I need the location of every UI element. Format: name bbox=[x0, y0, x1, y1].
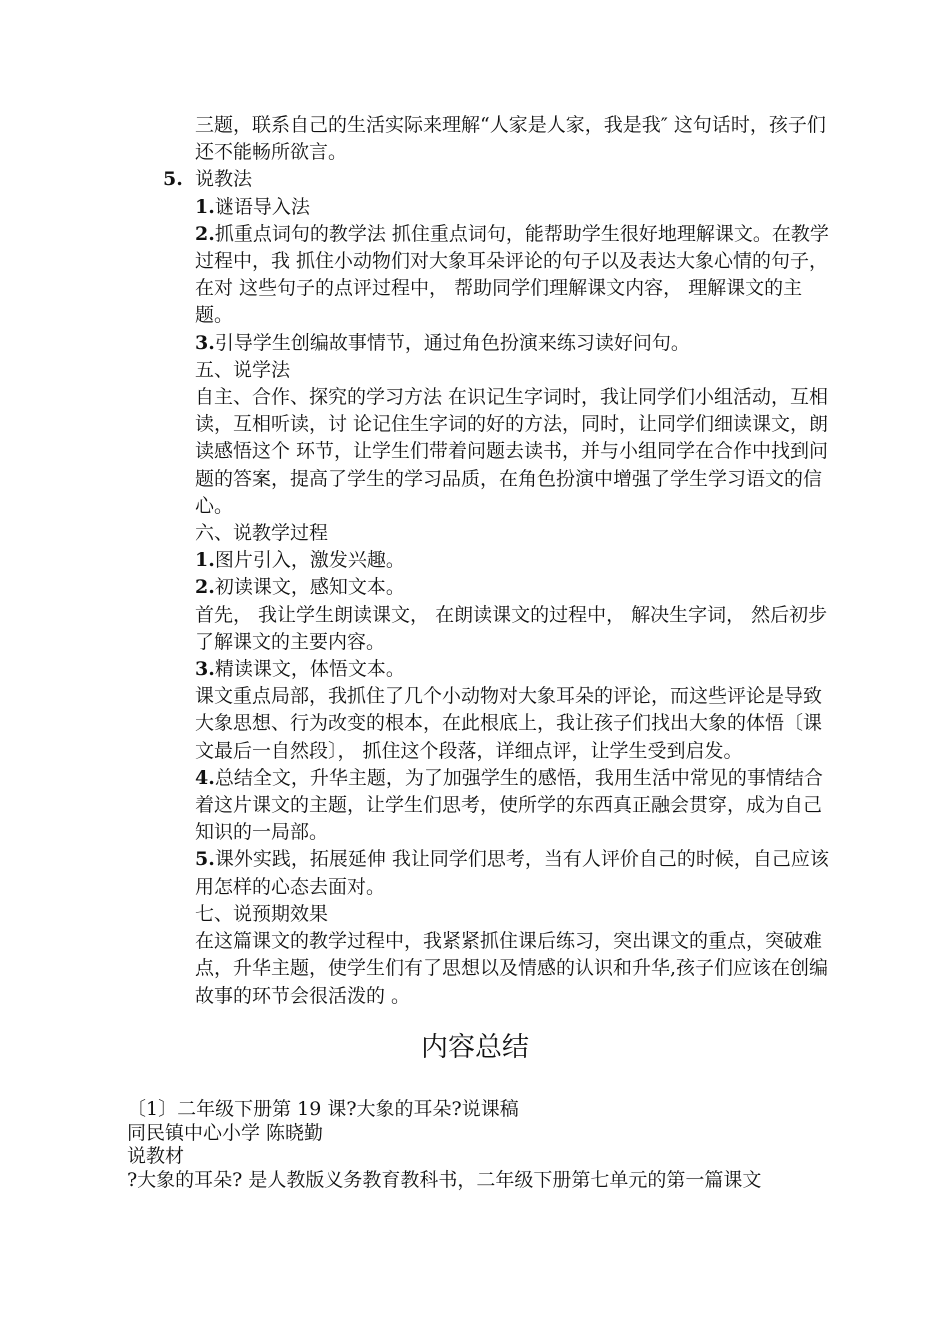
process-step-1 bbox=[195, 547, 835, 574]
process-step-3 bbox=[195, 656, 835, 683]
item-number: 4. bbox=[195, 766, 215, 789]
summary-title: 内容总结 bbox=[421, 1032, 529, 1063]
item-text: 抓重点词句的教学法 抓住重点词句，能帮助学生很好地理解课文。在教学过程中，我 抓住小动物们对大象耳朵评论的句子以及表达大象心情的句子， 在对 这些句子的点评过程中， 帮助同学们理解课文内容， 理解课文的主题。 bbox=[195, 222, 829, 327]
process-step-2 bbox=[195, 574, 835, 601]
section-effect-heading: 七、说预期效果 bbox=[195, 902, 329, 925]
method-item-2 bbox=[195, 221, 835, 330]
method-item-1 bbox=[195, 194, 835, 221]
item-number: 1. bbox=[195, 195, 215, 218]
item-text: 课外实践，拓展延伸 我让同学们思考，当有人评价自己的时候，自己应该用怎样的心态去面对。 bbox=[195, 848, 829, 898]
summary-line: 同民镇中心小学 陈晓勤 bbox=[127, 1121, 324, 1144]
summary-line: ?大象的耳朵? 是人教版义务教育教科书，二年级下册第七单元的第一篇课文 bbox=[127, 1168, 762, 1191]
process-step-4 bbox=[195, 765, 835, 847]
lesson-plan-body bbox=[163, 112, 835, 1010]
process-step-5 bbox=[195, 846, 835, 900]
study-method-paragraph: 自主、合作、探究的学习方法 在识记生字词时，我让同学们小组活动，互相读，互相听读，讨 论记住生字词的好的方法，同时，让同学们细读课文，朗读感悟这个 环节，让学生们带着问题去读书，并与小组同学在合作中找到问题的答案，提高了学生的学习品质，在角色扮演中增强了学生学习语文的信心。 bbox=[195, 386, 829, 517]
item-text: 谜语导入法 bbox=[214, 195, 310, 218]
summary-line: 〔1〕二年级下册第 19 课?大象的耳朵?说课稿 bbox=[127, 1098, 519, 1120]
item-number: 5. bbox=[195, 848, 215, 871]
item-text: 引导学生创编故事情节，通过角色扮演来练习读好问句。 bbox=[214, 331, 690, 354]
item-text: 精读课文，体悟文本。 bbox=[214, 658, 405, 681]
item-text: 图片引入，激发兴趣。 bbox=[214, 549, 405, 572]
section-title: 说教法 bbox=[195, 168, 253, 191]
section-teaching-method-heading bbox=[163, 166, 835, 193]
method-item-3 bbox=[195, 330, 835, 357]
section-study-method-heading: 五、说学法 bbox=[195, 358, 291, 381]
item-number: 1. bbox=[195, 549, 215, 572]
summary-block bbox=[127, 1098, 887, 1192]
section-process-heading: 六、说教学过程 bbox=[195, 522, 329, 545]
intro-paragraph: 三题，联系自己的生活实际来理解“人家是人家，我是我″ 这句话时，孩子们还不能畅所欲言。 bbox=[195, 114, 826, 164]
process-step-3-detail: 课文重点局部，我抓住了几个小动物对大象耳朵的评论，而这些评论是导致大象思想、行为改变的根本，在此根底上，我让孩子们找出大象的体悟〔课文最后一自然段〕， 抓住这个段落，详细点评，让学生受到启发。 bbox=[195, 685, 823, 762]
section-number: 5. bbox=[163, 168, 183, 191]
item-number: 2. bbox=[195, 576, 215, 599]
item-text: 总结全文，升华主题，为了加强学生的感悟，我用生活中常见的事情结合着这片课文的主题，让学生们思考，使所学的东西真正融会贯穿，成为自己知识的一局部。 bbox=[195, 766, 823, 844]
item-number: 3. bbox=[195, 331, 215, 354]
summary-line: 说教材 bbox=[127, 1145, 185, 1167]
item-number: 2. bbox=[195, 222, 215, 245]
process-step-2-detail: 首先， 我让学生朗读课文， 在朗读课文的过程中， 解决生字词， 然后初步了解课文的主要内容。 bbox=[195, 603, 828, 653]
item-text: 初读课文，感知文本。 bbox=[214, 576, 405, 599]
effect-paragraph: 在这篇课文的教学过程中，我紧紧抓住课后练习，突出课文的重点，突破难点，升华主题，使学生们有了思想以及情感的认识和升华,孩子们应该在创编故事的环节会很活泼的 。 bbox=[195, 930, 829, 1007]
item-number: 3. bbox=[195, 658, 215, 681]
